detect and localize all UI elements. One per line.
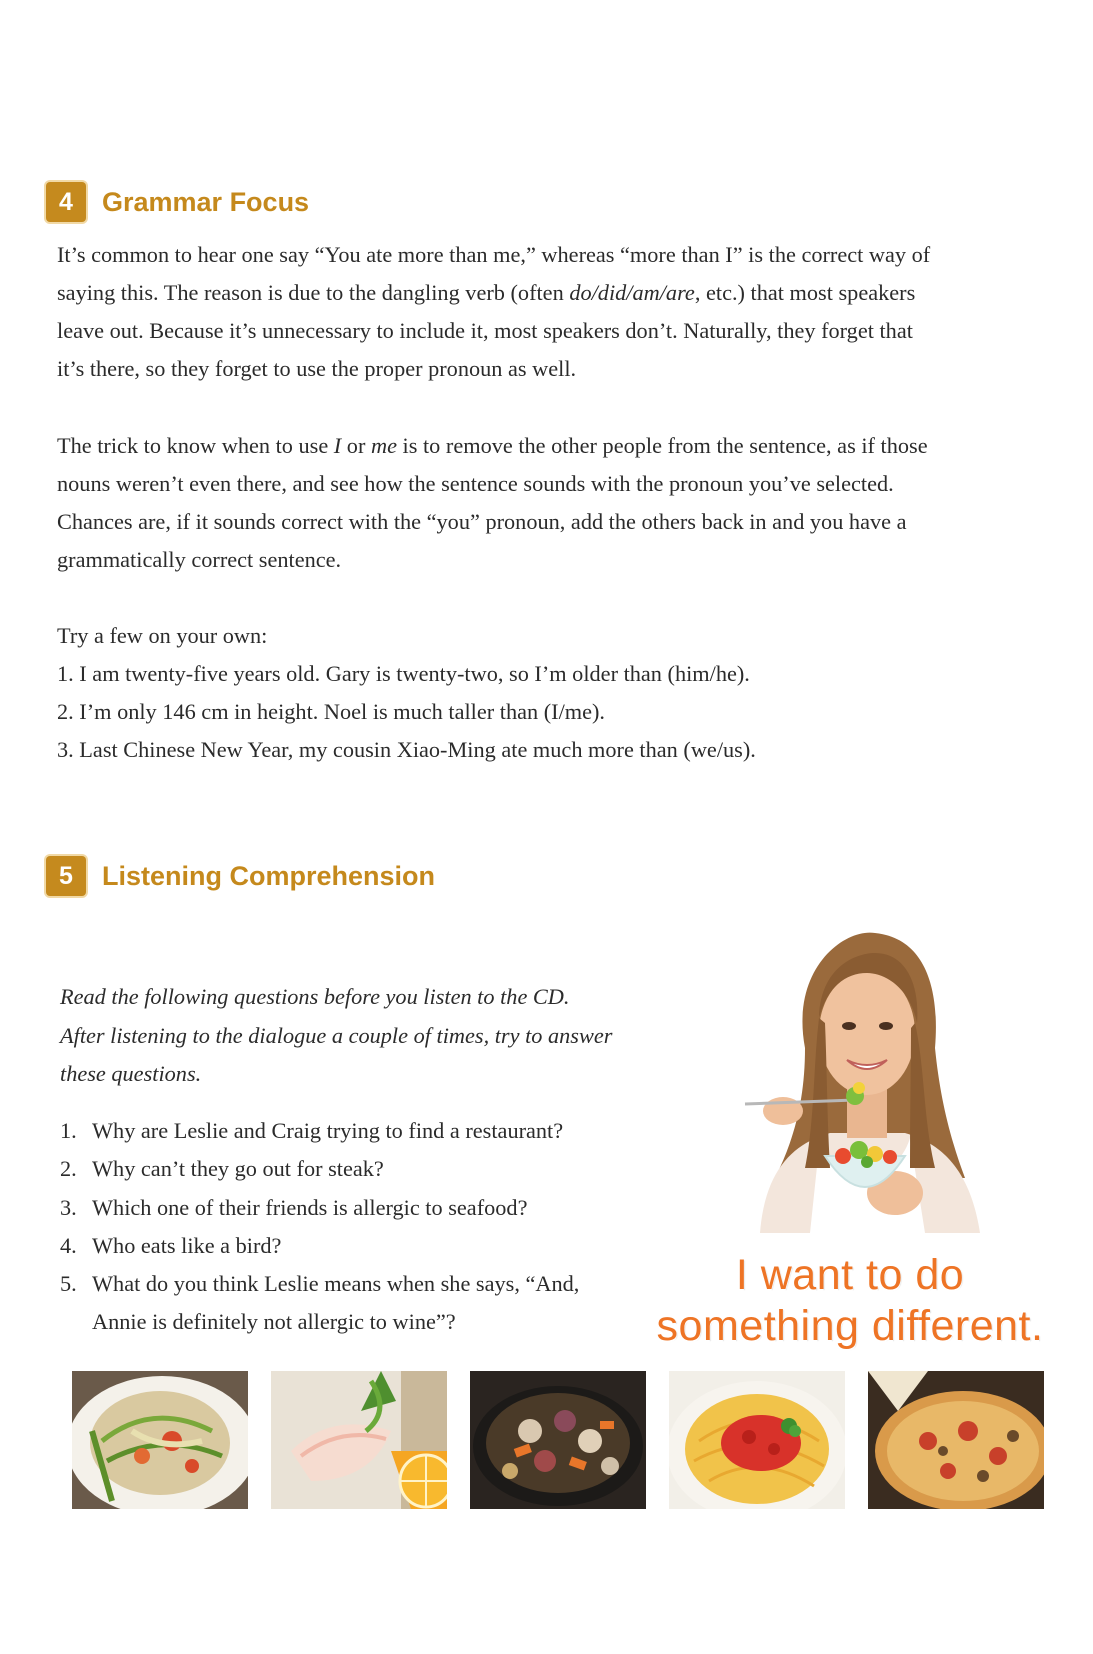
text-line: It’s common to hear one say “You ate more than me,” whereas “more than I” is the correct way of	[57, 242, 931, 267]
practice-item: 1. I am twenty-five years old. Gary is twenty-two, so I’m older than (him/he).	[57, 661, 750, 686]
practice-block	[57, 617, 1057, 769]
grammar-paragraph-2	[57, 427, 1057, 579]
text-line: grammatically correct sentence.	[57, 547, 342, 572]
text-line: After listening to the dialogue a couple of times, try to answer	[60, 1022, 613, 1048]
sashimi-photo	[271, 1371, 447, 1509]
grammar-section-header	[46, 182, 309, 222]
woman-eating-salad-image	[735, 928, 985, 1233]
question-number: 4.	[60, 1232, 77, 1258]
practice-item: 3. Last Chinese New Year, my cousin Xiao-Ming ate much more than (we/us).	[57, 737, 756, 762]
question-item	[60, 1227, 579, 1265]
text-line: it’s there, so they forget to use the proper pronoun as well.	[57, 356, 577, 381]
text-line: these questions.	[60, 1061, 202, 1086]
section-number-badge: 4	[46, 182, 86, 222]
text-line: nouns weren’t even there, and see how the sentence sounds with the pronoun you’ve selected.	[57, 471, 894, 496]
question-number: 5.	[60, 1271, 77, 1297]
slogan-line: I want to do	[735, 1251, 965, 1299]
question-number: 3.	[60, 1194, 77, 1220]
slogan-text	[625, 1250, 1075, 1352]
practice-item: 2. I’m only 146 cm in height. Noel is much taller than (I/me).	[57, 699, 606, 724]
grammar-paragraph-1	[57, 236, 1057, 388]
question-item	[60, 1150, 579, 1188]
text-line: saying this. The reason is due to the dangling verb (often do/did/am/are, etc.) that most speakers	[57, 280, 916, 305]
question-item	[60, 1189, 579, 1227]
question-text: What do you think Leslie means when she says, “And,	[92, 1271, 580, 1297]
question-text-continued: Annie is definitely not allergic to wine”?	[92, 1309, 456, 1335]
question-item	[60, 1265, 579, 1342]
section-title: Grammar Focus	[102, 186, 310, 217]
question-list	[60, 1112, 579, 1342]
stew-pot-photo	[470, 1371, 646, 1509]
text-line: Chances are, if it sounds correct with the “you” pronoun, add the others back in and you have a	[57, 509, 907, 534]
text-line: Read the following questions before you listen to the CD.	[60, 984, 570, 1009]
practice-list	[57, 655, 1057, 769]
practice-intro: Try a few on your own:	[57, 623, 268, 648]
question-item	[60, 1112, 579, 1150]
text-line: The trick to know when to use I or me is to remove the other people from the sentence, as if those	[57, 433, 928, 458]
question-number: 1.	[60, 1118, 77, 1143]
listening-instructions	[60, 978, 700, 1094]
question-text: Who eats like a bird?	[92, 1232, 282, 1258]
question-text: Why are Leslie and Craig trying to find a restaurant?	[92, 1118, 564, 1143]
section-title: Listening Comprehension	[102, 860, 436, 891]
food-photo-row	[72, 1371, 1044, 1509]
slogan-line: something different.	[656, 1302, 1044, 1350]
pizza-photo	[868, 1371, 1044, 1509]
question-number: 2.	[60, 1156, 77, 1182]
text-line: leave out. Because it’s unnecessary to include it, most speakers don’t. Naturally, they forget that	[57, 318, 913, 343]
spaghetti-photo	[669, 1371, 845, 1509]
question-text: Why can’t they go out for steak?	[92, 1156, 384, 1182]
listening-section-header	[46, 856, 435, 896]
section-number-badge: 5	[46, 856, 86, 896]
question-text: Which one of their friends is allergic to seafood?	[92, 1194, 528, 1220]
papaya-salad-photo	[72, 1371, 248, 1509]
